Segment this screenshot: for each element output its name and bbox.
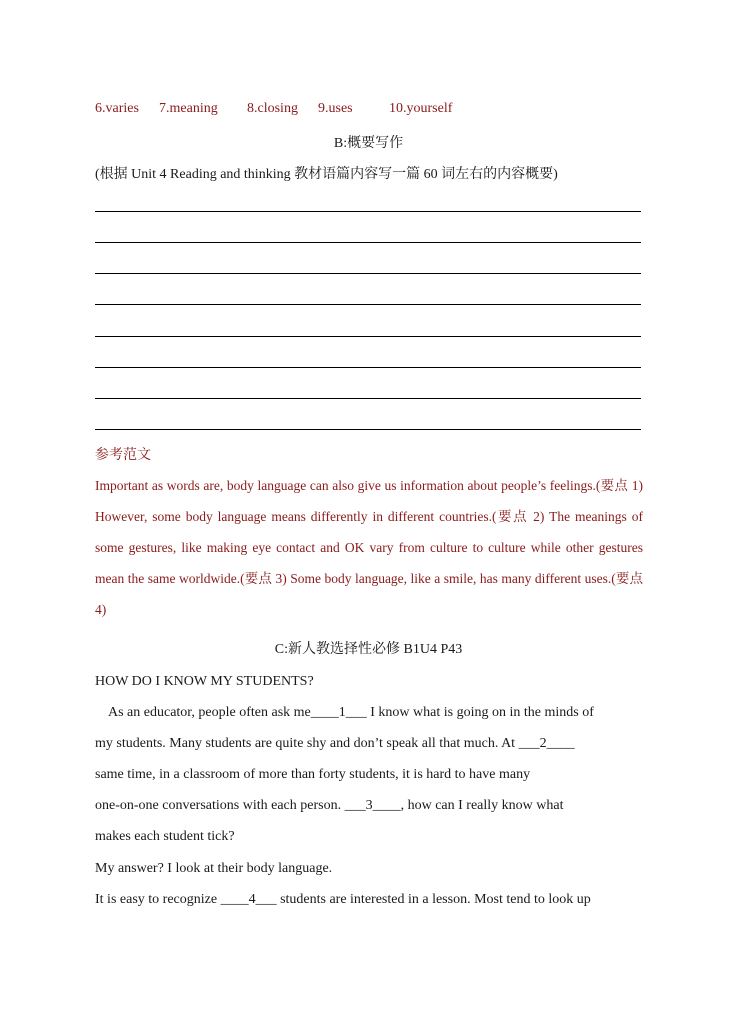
writing-line bbox=[95, 242, 641, 243]
section-b-title: B:概要写作 bbox=[333, 136, 404, 151]
answer-10: 10.yourself bbox=[389, 101, 453, 116]
reference-title: 参考范文 bbox=[95, 448, 151, 463]
passage-line: makes each student tick? bbox=[95, 829, 235, 844]
passage-line: My answer? I look at their body language. bbox=[95, 861, 333, 876]
passage-line: It is easy to recognize ____4___ students are interested in a lesson. Most tend to look up bbox=[95, 892, 591, 907]
answer-9: 9.uses bbox=[318, 101, 353, 116]
answer-7: 7.meaning bbox=[159, 101, 218, 116]
writing-line bbox=[95, 273, 641, 274]
reference-summary: Important as words are, body language can also give us information about people’s feelings.(要点 1) However, some body language means differently in different countries.(要点 2) The meanings of some gestures, like making eye contact and OK vary from culture to culture while other gestures mean the same worldwide.(要点 3) Some body language, like a smile, has many different uses.(要点 4) bbox=[95, 478, 643, 617]
answer-8: 8.closing bbox=[247, 101, 298, 116]
section-b-instruction: (根据 Unit 4 Reading and thinking 教材语篇内容写一篇 60 词左右的内容概要) bbox=[95, 167, 558, 182]
passage-line: As an educator, people often ask me____1___ I know what is going on in the minds of bbox=[108, 705, 594, 720]
writing-line bbox=[95, 336, 641, 337]
writing-line bbox=[95, 304, 641, 305]
writing-line bbox=[95, 429, 641, 430]
writing-line bbox=[95, 367, 641, 368]
writing-line bbox=[95, 211, 641, 212]
passage-heading: HOW DO I KNOW MY STUDENTS? bbox=[95, 674, 314, 689]
writing-line bbox=[95, 398, 641, 399]
passage-line: my students. Many students are quite shy and don’t speak all that much. At ___2____ bbox=[95, 736, 575, 751]
section-c-title: C:新人教选择性必修 B1U4 P43 bbox=[274, 642, 463, 657]
passage-line: same time, in a classroom of more than forty students, it is hard to have many bbox=[95, 767, 531, 782]
answer-6: 6.varies bbox=[95, 101, 139, 116]
passage-line: one-on-one conversations with each person. ___3____, how can I really know what bbox=[95, 798, 564, 813]
